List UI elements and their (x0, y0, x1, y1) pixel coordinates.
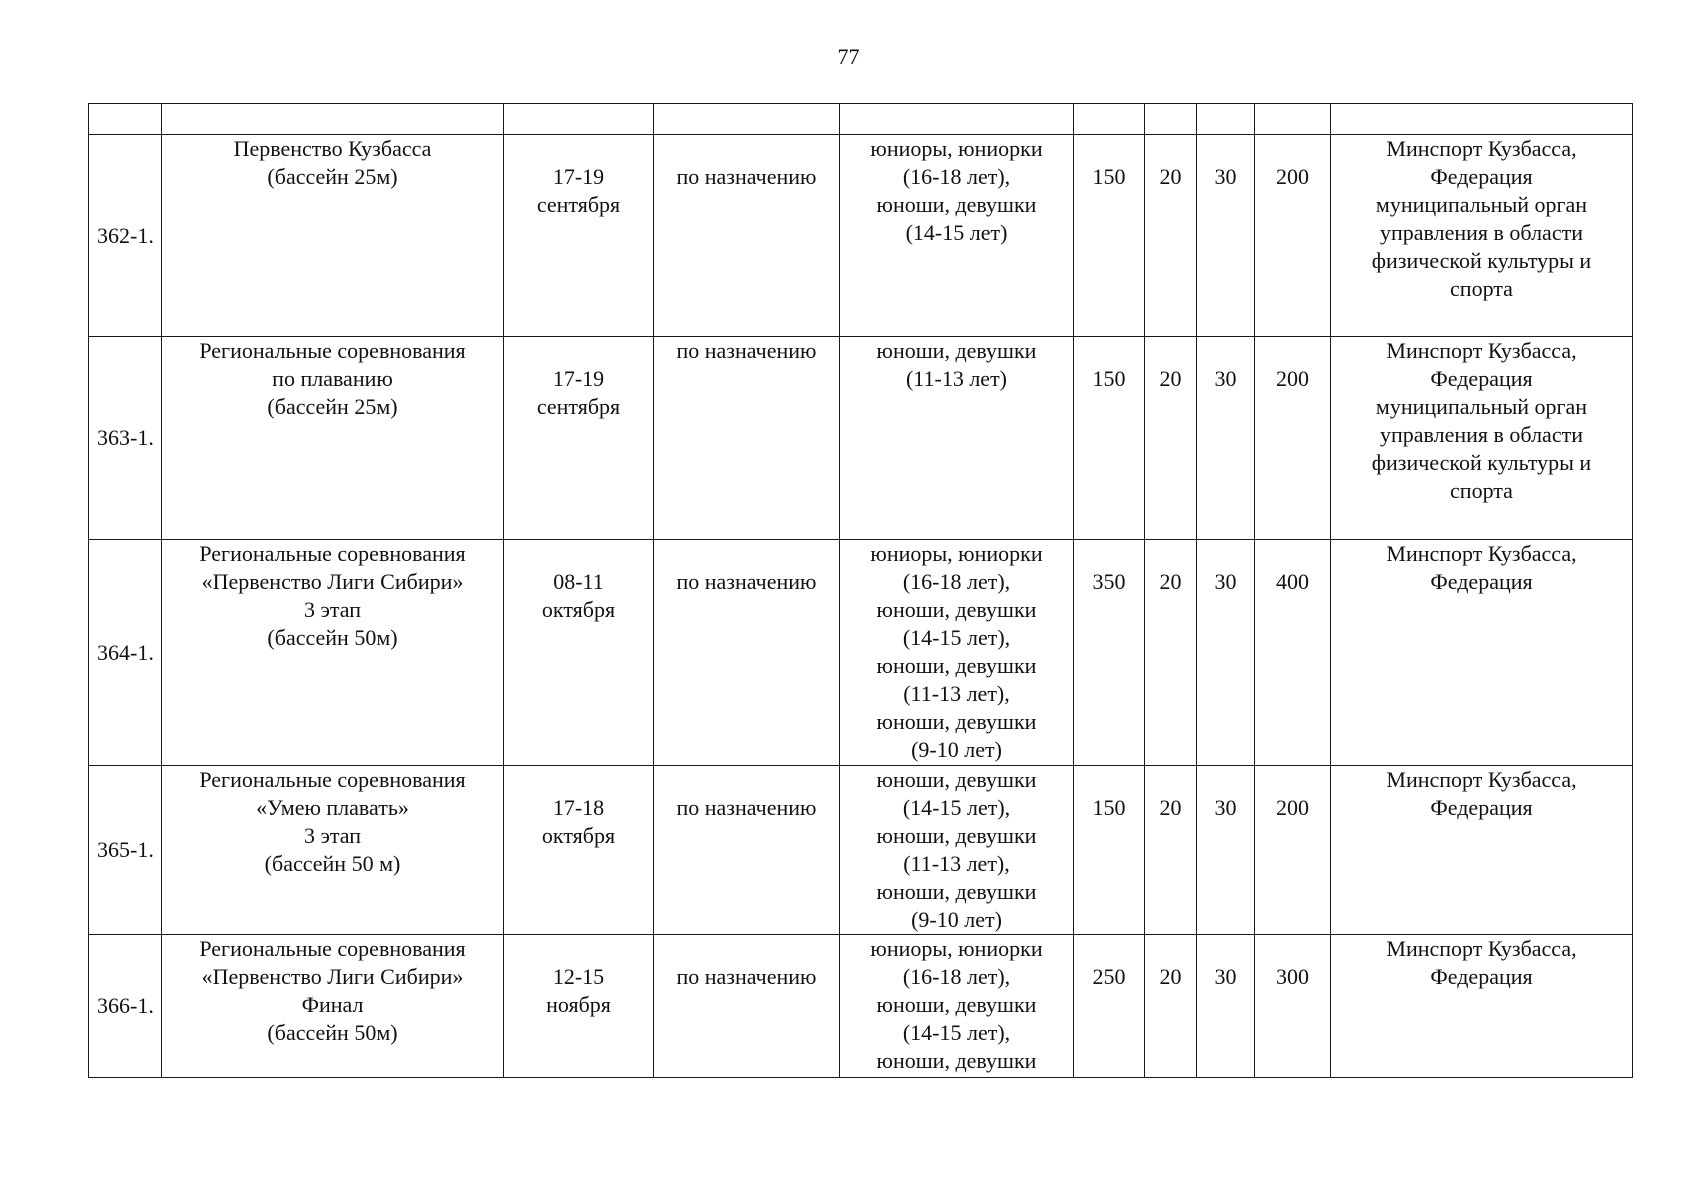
event-participants: юноши, девушки (14-15 лет), юноши, девушки (11-13 лет), юноши, девушки (9-10 лет) (840, 766, 1074, 935)
count-total: 300 (1255, 935, 1331, 1078)
table-row (89, 337, 1633, 540)
page-number: 77 (837, 44, 860, 69)
count-total: 200 (1255, 337, 1331, 540)
event-participants: юниоры, юниорки (16-18 лет), юноши, девушки (14-15 лет), юноши, девушки (840, 935, 1074, 1078)
count-2: 20 (1145, 337, 1197, 540)
header-cell (654, 104, 840, 135)
event-venue: по назначению (654, 935, 840, 1078)
header-cell (1197, 104, 1255, 135)
event-name: Региональные соревнования по плаванию (бассейн 25м) (162, 337, 504, 540)
event-date: 12-15 ноября (504, 935, 654, 1078)
count-1: 150 (1074, 766, 1145, 935)
header-cell (1074, 104, 1145, 135)
event-participants: юниоры, юниорки (16-18 лет), юноши, девушки (14-15 лет), юноши, девушки (11-13 лет), юноши, девушки (9-10 лет) (840, 540, 1074, 766)
header-cell (504, 104, 654, 135)
row-number: 362-1. (89, 135, 162, 337)
event-participants: юноши, девушки (11-13 лет) (840, 337, 1074, 540)
event-venue: по назначению (654, 540, 840, 766)
count-1: 350 (1074, 540, 1145, 766)
count-3: 30 (1197, 337, 1255, 540)
event-organizer: Минспорт Кузбасса, Федерация муниципальный орган управления в области физической культуры и спорта (1331, 337, 1633, 540)
count-3: 30 (1197, 135, 1255, 337)
event-date: 17-19 сентября (504, 135, 654, 337)
count-2: 20 (1145, 540, 1197, 766)
count-1: 250 (1074, 935, 1145, 1078)
table-row (89, 766, 1633, 935)
row-number: 364-1. (89, 540, 162, 766)
event-name: Региональные соревнования «Первенство Лиги Сибири» 3 этап (бассейн 50м) (162, 540, 504, 766)
count-total: 200 (1255, 766, 1331, 935)
header-cell (1145, 104, 1197, 135)
event-venue: по назначению (654, 135, 840, 337)
event-organizer: Минспорт Кузбасса, Федерация (1331, 540, 1633, 766)
count-1: 150 (1074, 337, 1145, 540)
table-header-row (89, 104, 1633, 135)
event-name: Региональные соревнования «Умею плавать» 3 этап (бассейн 50 м) (162, 766, 504, 935)
count-1: 150 (1074, 135, 1145, 337)
event-date: 17-19 сентября (504, 337, 654, 540)
row-number: 366-1. (89, 935, 162, 1078)
count-3: 30 (1197, 935, 1255, 1078)
count-2: 20 (1145, 935, 1197, 1078)
row-number: 365-1. (89, 766, 162, 935)
header-cell (1331, 104, 1633, 135)
header-cell (89, 104, 162, 135)
count-total: 400 (1255, 540, 1331, 766)
event-venue: по назначению (654, 337, 840, 540)
header-cell (1255, 104, 1331, 135)
event-date: 08-11 октября (504, 540, 654, 766)
event-organizer: Минспорт Кузбасса, Федерация (1331, 766, 1633, 935)
count-2: 20 (1145, 135, 1197, 337)
event-participants: юниоры, юниорки (16-18 лет), юноши, девушки (14-15 лет) (840, 135, 1074, 337)
header-cell (840, 104, 1074, 135)
event-venue: по назначению (654, 766, 840, 935)
count-total: 200 (1255, 135, 1331, 337)
count-3: 30 (1197, 766, 1255, 935)
row-number: 363-1. (89, 337, 162, 540)
event-name: Первенство Кузбасса (бассейн 25м) (162, 135, 504, 337)
count-2: 20 (1145, 766, 1197, 935)
table-row (89, 135, 1633, 337)
count-3: 30 (1197, 540, 1255, 766)
table-row (89, 935, 1633, 1078)
event-name: Региональные соревнования «Первенство Лиги Сибири» Финал (бассейн 50м) (162, 935, 504, 1078)
event-organizer: Минспорт Кузбасса, Федерация (1331, 935, 1633, 1078)
events-table (88, 103, 1633, 1078)
header-cell (162, 104, 504, 135)
event-organizer: Минспорт Кузбасса, Федерация муниципальный орган управления в области физической культуры и спорта (1331, 135, 1633, 337)
event-date: 17-18 октября (504, 766, 654, 935)
table-row (89, 540, 1633, 766)
